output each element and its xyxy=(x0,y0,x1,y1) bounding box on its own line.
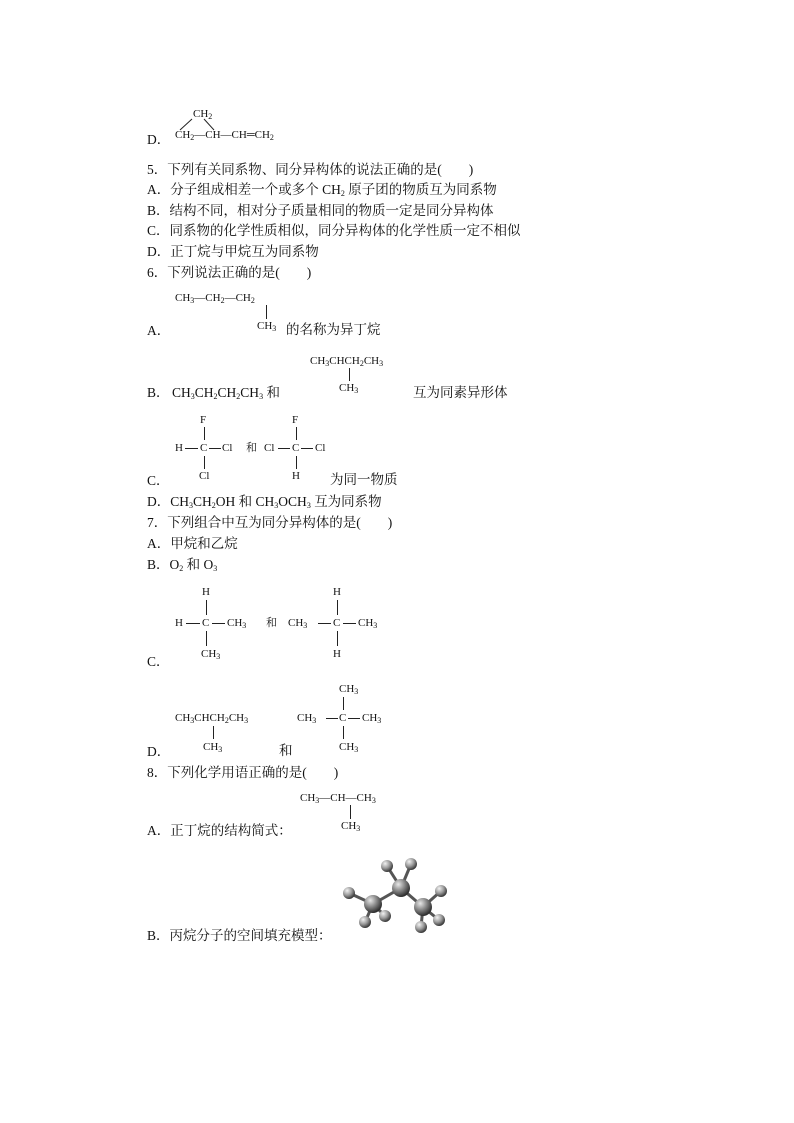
q8-option-b: B．丙烷分子的空间填充模型： xyxy=(147,928,332,943)
q8-stem: 8．下列化学用语正确的是( ) xyxy=(147,765,339,780)
q6-stem: 6．下列说法正确的是( ) xyxy=(147,265,312,280)
q7-option-b: B．$O_2$ 和 $O_3$ xyxy=(147,557,218,573)
q8a-bond xyxy=(350,805,351,819)
q6b-label: B． xyxy=(147,385,170,400)
q5-stem: 5．下列有关同系物、同分异构体的说法正确的是( ) xyxy=(147,162,474,177)
q6a-formula-branch: $CH_3$ xyxy=(257,320,277,333)
q8a-formula-branch: $CH_3$ xyxy=(341,820,361,833)
q6a-bond xyxy=(266,305,267,319)
q5-option-d: D．正丁烷与甲烷互为同系物 xyxy=(147,244,319,259)
q7c-label: C． xyxy=(147,654,170,669)
q6c-label: C． xyxy=(147,473,170,488)
q6b-formula-branch: $CH_3$ xyxy=(339,382,359,395)
q7d-label: D． xyxy=(147,744,171,759)
formula-chain: $CH_2—CH—CH═CH_2$ xyxy=(175,129,274,142)
q6b-suffix: 互为同素异形体 xyxy=(413,385,508,400)
q6d-text: D．$CH_3CH_2OH$ 和 $CH_3OCH_3$ 互为同系物 xyxy=(147,494,382,510)
q8-option-a: A．正丁烷的结构简式： xyxy=(147,823,292,838)
formula-top-ch2: $CH_2$ xyxy=(193,108,213,121)
option-label: D． xyxy=(147,132,171,147)
q6c-and: 和 xyxy=(246,442,257,454)
q5-option-a: A．分子组成相差一个或多个 $CH_2$ 原子团的物质互为同系物 xyxy=(147,182,497,198)
q6a-text: 的名称为异丁烷 xyxy=(286,322,381,337)
q6b-bond xyxy=(349,368,350,381)
q7-option-a: A．甲烷和乙烷 xyxy=(147,536,238,551)
q8a-formula-chain: $CH_3—CH—CH_3$ xyxy=(300,792,376,805)
propane-model-image xyxy=(335,852,465,942)
q6b-text1: $CH_3CH_2CH_2CH_3$ 和 xyxy=(172,385,280,401)
q5-option-b: B．结构不同，相对分子质量相同的物质一定是同分异构体 xyxy=(147,203,494,218)
q7d-and: 和 xyxy=(279,743,293,758)
q6c-suffix: 为同一物质 xyxy=(330,472,398,487)
q7c-and: 和 xyxy=(266,617,277,629)
q6a-label: A． xyxy=(147,323,171,338)
q7-stem: 7．下列组合中互为同分异构体的是( ) xyxy=(147,515,393,530)
q6b-formula-main: $CH_3CHCH_2CH_3$ xyxy=(310,355,384,368)
q6a-formula-chain: $CH_3—CH_2—CH_2$ xyxy=(175,292,255,305)
q5-option-c: C．同系物的化学性质相似，同分异构体的化学性质一定不相似 xyxy=(147,223,521,238)
